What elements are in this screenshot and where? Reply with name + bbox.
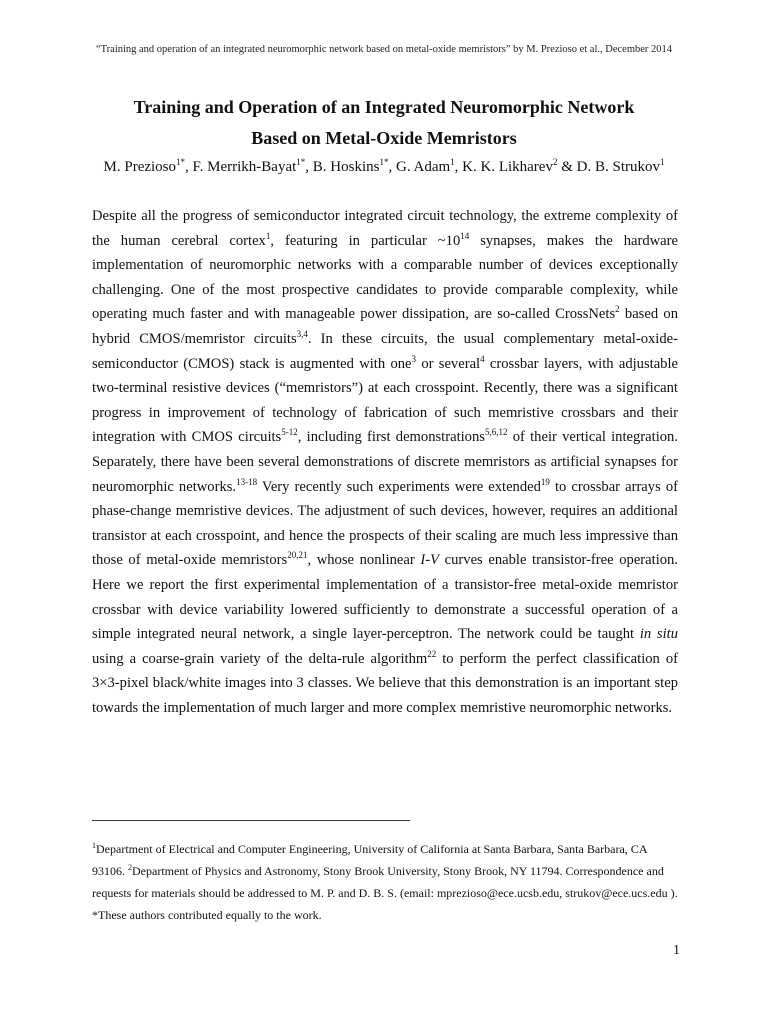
title-line-2: Based on Metal-Oxide Memristors [251, 128, 517, 148]
author: M. Prezioso$^{1*}$ [103, 157, 186, 175]
footnote-divider [92, 820, 410, 821]
author: B. Hoskins$^{1*}$ [312, 157, 389, 175]
abstract-body [92, 204, 678, 720]
author: D. B. Strukov$^1$ [576, 157, 665, 175]
running-head: “Training and operation of an integrated neuromorphic network based on metal-oxide memristors” by M. Prezioso et al., December 2014 [95, 44, 673, 55]
author: F. Merrikh-Bayat$^{1*}$ [192, 157, 306, 175]
affiliation-footnote: $^1$Department of Electrical and Computer Engineering, University of California at Santa Barbara, Santa Barbara, CA 93106. $^2$Department of Physics and Astronomy, Stony Brook University, Stony Brook, NY 11794. Correspondence and requests for materials should be addressed to M. P. and D. B. S. (email: mprezioso@ece.ucsb.edu, strukov@ece.ucs.edu ). *These authors contributed equally to the work. [92, 841, 678, 922]
paper-title [60, 92, 708, 154]
author: G. Adam$^1$ [395, 157, 455, 175]
page-number: 1 [673, 943, 680, 958]
abstract-paragraph: Despite all the progress of semiconductor integrated circuit technology, the extreme complexity of the human cerebral cortex$^1$, featuring in particular $\sim 10^{14}$ synapses, makes the hardware implementation of neuromorphic networks with a comparable number of devices exceptionally challenging. One of the most prospective candidates to provide comparable complexity, while operating much faster and with manageable power dissipation, are so-called CrossNets$^2$ based on hybrid CMOS/memristor circuits$^{3,4}$. In these circuits, the usual complementary metal-oxide-semiconductor (CMOS) stack is augmented with one$^3$ or several$^4$ crossbar layers, with adjustable two-terminal resistive devices (“memristors”) at each crosspoint. Recently, there was a significant progress in improvement of technology of fabrication of such memristive crossbars and their integration with CMOS circuits$^{5-12}$, including first demonstrations$^{5,6,12}$ of their vertical integration. Separately, there have been several demonstrations of discrete memristors as artificial synapses for neuromorphic networks.$^{13-18}$ Very recently such experiments were extended$^{19}$ to crossbar arrays of phase-change memristive devices. The adjustment of such devices, however, requires an additional transistor at each crosspoint, and hence the prospects of their scaling are much less impressive than those of metal-oxide memristors$^{20,21}$, whose nonlinear I-V curves enable transistor-free operation. Here we report the first experimental implementation of a transistor-free metal-oxide memristor crossbar with device variability lowered sufficiently to demonstrate a successful operation of a simple integrated neural network, a single layer-perceptron. The network could be taught in situ using a coarse-grain variety of the delta-rule algorithm$^{22}$ to perform the perfect classification of 3×3-pixel black/white images into 3 classes. We believe that this demonstration is an important step towards the implementation of much larger and more complex memristive neuromorphic networks. [92, 208, 679, 716]
title-line-1: Training and Operation of an Integrated Neuromorphic Network [133, 97, 635, 117]
author: K. K. Likharev$^2$ [462, 157, 558, 175]
author-list: M. Prezioso$^{1*}$, F. Merrikh-Bayat$^{1*}$, B. Hoskins$^{1*}$, G. Adam$^1$, K. K. Likharev$^2$ & D. B. Strukov$^1$ [103, 157, 665, 175]
